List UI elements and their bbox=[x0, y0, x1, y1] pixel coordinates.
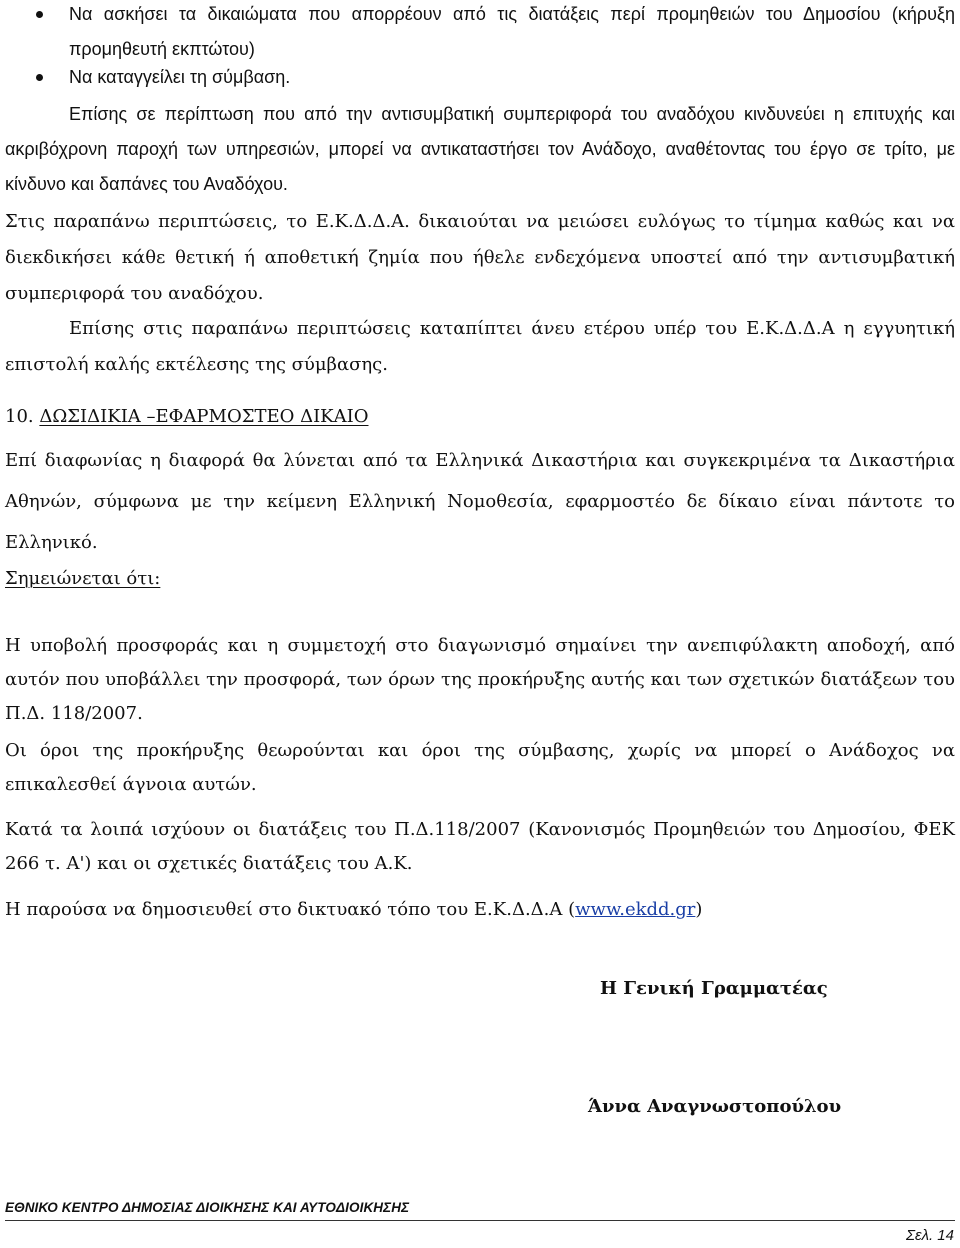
bullet-item bbox=[36, 60, 955, 95]
note-heading bbox=[5, 561, 955, 597]
paragraph-submission: Η υποβολή προσφοράς και η συμμετοχή στο διαγωνισμό σημαίνει την ανεπιφύλακτη αποδοχή, από αυτόν που υποβάλλει την προσφορά, των όρων της προκήρυξης αυτής και των σχετικών διατάξεων του Π.Δ. 118/2007. bbox=[5, 635, 955, 724]
footer-organization: ΕΘΝΙΚΟ ΚΕΝΤΡΟ ΔΗΜΟΣΙΑΣ ΔΙΟΙΚΗΣΗΣ ΚΑΙ ΑΥΤΟΔΙΟΙΚΗΣΗΣ bbox=[5, 1200, 410, 1215]
bullet-text: Να ασκήσει τα δικαιώματα που απορρέουν από τις διατάξεις περί προμηθειών του Δημοσίου (κήρυξη προμηθευτή εκπτώτου) bbox=[69, 4, 955, 59]
publish-prefix: Η παρούσα να δημοσιευθεί στο δικτυακό τόπο του Ε.Κ.Δ.Δ.Α ( bbox=[5, 899, 576, 920]
paragraph-replace-contractor: Επίσης σε περίπτωση που από την αντισυμβατική συμπεριφορά του αναδόχου κινδυνεύει η επιτυχής και ακριβόχρονη παροχή των υπηρεσιών, μπορεί να αντικαταστήσει τον Ανάδοχο, αναθέτοντας του έργο σε τρίτο, με κίνδυνο και δαπάνες του Αναδόχου. bbox=[5, 104, 955, 194]
bullet-text: Να καταγγείλει τη σύμβαση. bbox=[69, 67, 291, 87]
paragraph-claim: Στις παραπάνω περιπτώσεις, το Ε.Κ.Δ.Δ.Α. δικαιούται να μειώσει ευλόγως το τίμημα καθώς και να διεκδικήσει κάθε θετική ή αποθετική ζημία που ήθελε ενδεχόμενα υποστεί από την αντισυμβατική συμπεριφορά του αναδόχου. bbox=[5, 211, 955, 304]
section-title: ΔΩΣΙΔΙΚΙΑ –ΕΦΑΡΜΟΣΤΕΟ ΔΙΚΑΙΟ bbox=[39, 406, 369, 427]
section-number: 10. bbox=[5, 406, 34, 427]
signature-name: Άννα Αναγνωστοπούλου bbox=[588, 1096, 842, 1117]
bullet-icon bbox=[36, 74, 43, 81]
website-link[interactable]: www.ekdd.gr bbox=[575, 899, 696, 920]
paragraph-remaining: Κατά τα λοιπά ισχύουν οι διατάξεις του Π.Δ.118/2007 (Κανονισμός Προμηθειών του Δημοσίου, ΦΕΚ 266 τ. Α') και οι σχετικές διατάξεις του Α.Κ. bbox=[5, 819, 955, 874]
bullet-item bbox=[36, 0, 955, 67]
note-heading-text: Σημειώνεται ότι: bbox=[5, 568, 161, 589]
paragraph-terms: Οι όροι της προκήρυξης θεωρούνται και όροι της σύμβασης, χωρίς να μπορεί ο Ανάδοχος να επικαλεσθεί άγνοια αυτών. bbox=[5, 740, 955, 795]
bullet-icon bbox=[36, 11, 43, 18]
page-number: Σελ. 14 bbox=[906, 1227, 954, 1244]
publish-suffix: ) bbox=[695, 899, 703, 920]
paragraph-guarantee: Επίσης στις παραπάνω περιπτώσεις καταπίπτει άνευ ετέρου υπέρ του Ε.Κ.Δ.Δ.Α η εγγυητική επιστολή καλής εκτέλεσης της σύμβασης. bbox=[5, 318, 955, 375]
paragraph-publish bbox=[5, 892, 955, 928]
signature-role: Η Γενική Γραμματέας bbox=[600, 978, 828, 999]
paragraph-court: Επί διαφωνίας η διαφορά θα λύνεται από τα Ελληνικά Δικαστήρια και συγκεκριμένα τα Δικαστήρια Αθηνών, σύμφωνα με την κείμενη Ελληνική Νομοθεσία, εφαρμοστέο δε δίκαιο είναι πάντοτε το Ελληνικό. bbox=[5, 450, 955, 553]
footer-divider bbox=[5, 1220, 955, 1221]
section-heading bbox=[5, 399, 955, 435]
